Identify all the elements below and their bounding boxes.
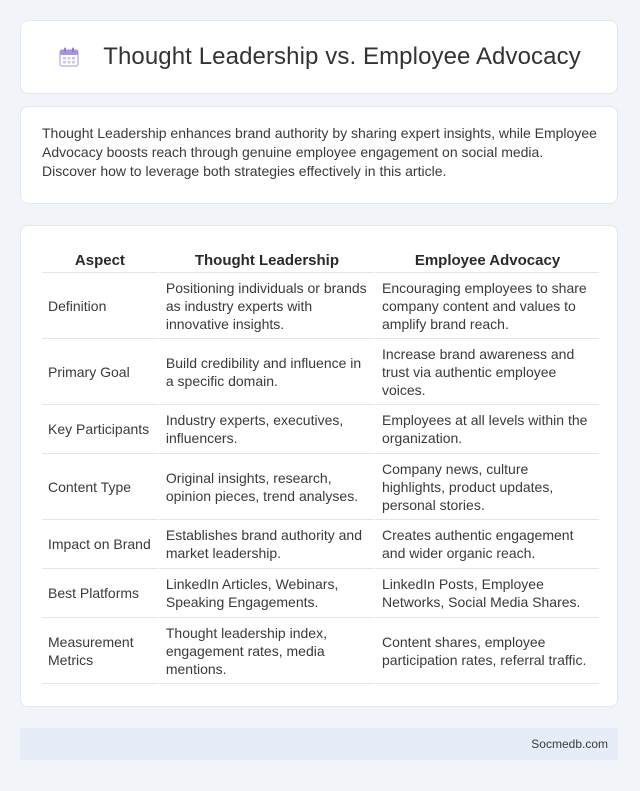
employee-advocacy-cell: Creates authentic engagement and wider organic reach. bbox=[374, 520, 599, 569]
thought-leadership-cell: Thought leadership index, engagement rates, media mentions. bbox=[158, 618, 374, 684]
column-header-thought-leadership: Thought Leadership bbox=[158, 246, 374, 273]
thought-leadership-cell: Original insights, research, opinion pieces, trend analyses. bbox=[158, 454, 374, 520]
table-row bbox=[42, 618, 599, 684]
thought-leadership-cell: Industry experts, executives, influencers. bbox=[158, 405, 374, 454]
table-row bbox=[42, 454, 599, 520]
intro-text: Thought Leadership enhances brand authority by sharing expert insights, while Employee Advocacy boosts reach through genuine employee engagement on social media. Discover how to leverage both strategies effectively in this article. bbox=[42, 125, 597, 179]
table-header-row bbox=[42, 246, 599, 273]
employee-advocacy-cell: LinkedIn Posts, Employee Networks, Social Media Shares. bbox=[374, 569, 599, 618]
row-aspect-cell: Primary Goal bbox=[42, 339, 158, 405]
row-aspect-cell: Key Participants bbox=[42, 405, 158, 454]
thought-leadership-cell: Positioning individuals or brands as industry experts with innovative insights. bbox=[158, 273, 374, 339]
row-aspect-cell: Impact on Brand bbox=[42, 520, 158, 569]
thought-leadership-cell: Build credibility and influence in a specific domain. bbox=[158, 339, 374, 405]
table-row bbox=[42, 405, 599, 454]
employee-advocacy-cell: Increase brand awareness and trust via authentic employee voices. bbox=[374, 339, 599, 405]
column-header-aspect: Aspect bbox=[42, 246, 158, 273]
thought-leadership-cell: Establishes brand authority and market leadership. bbox=[158, 520, 374, 569]
table-row bbox=[42, 273, 599, 339]
row-aspect-cell: Best Platforms bbox=[42, 569, 158, 618]
intro-card bbox=[20, 106, 618, 204]
column-header-employee-advocacy: Employee Advocacy bbox=[374, 246, 599, 273]
row-aspect-cell: Definition bbox=[42, 273, 158, 339]
calendar-icon bbox=[57, 45, 81, 69]
thought-leadership-cell: LinkedIn Articles, Webinars, Speaking Engagements. bbox=[158, 569, 374, 618]
table-row bbox=[42, 339, 599, 405]
employee-advocacy-cell: Encouraging employees to share company content and values to amplify brand reach. bbox=[374, 273, 599, 339]
footer-bar bbox=[20, 728, 618, 760]
row-aspect-cell: Measurement Metrics bbox=[42, 618, 158, 684]
comparison-card bbox=[20, 225, 618, 707]
row-aspect-cell: Content Type bbox=[42, 454, 158, 520]
footer-site-link[interactable]: Socmedb.com bbox=[531, 737, 608, 751]
comparison-table bbox=[42, 246, 599, 684]
table-row bbox=[42, 569, 599, 618]
employee-advocacy-cell: Employees at all levels within the organization. bbox=[374, 405, 599, 454]
table-row bbox=[42, 520, 599, 569]
employee-advocacy-cell: Content shares, employee participation rates, referral traffic. bbox=[374, 618, 599, 684]
title-card bbox=[20, 20, 618, 94]
employee-advocacy-cell: Company news, culture highlights, product updates, personal stories. bbox=[374, 454, 599, 520]
page-title: Thought Leadership vs. Employee Advocacy bbox=[103, 43, 581, 70]
